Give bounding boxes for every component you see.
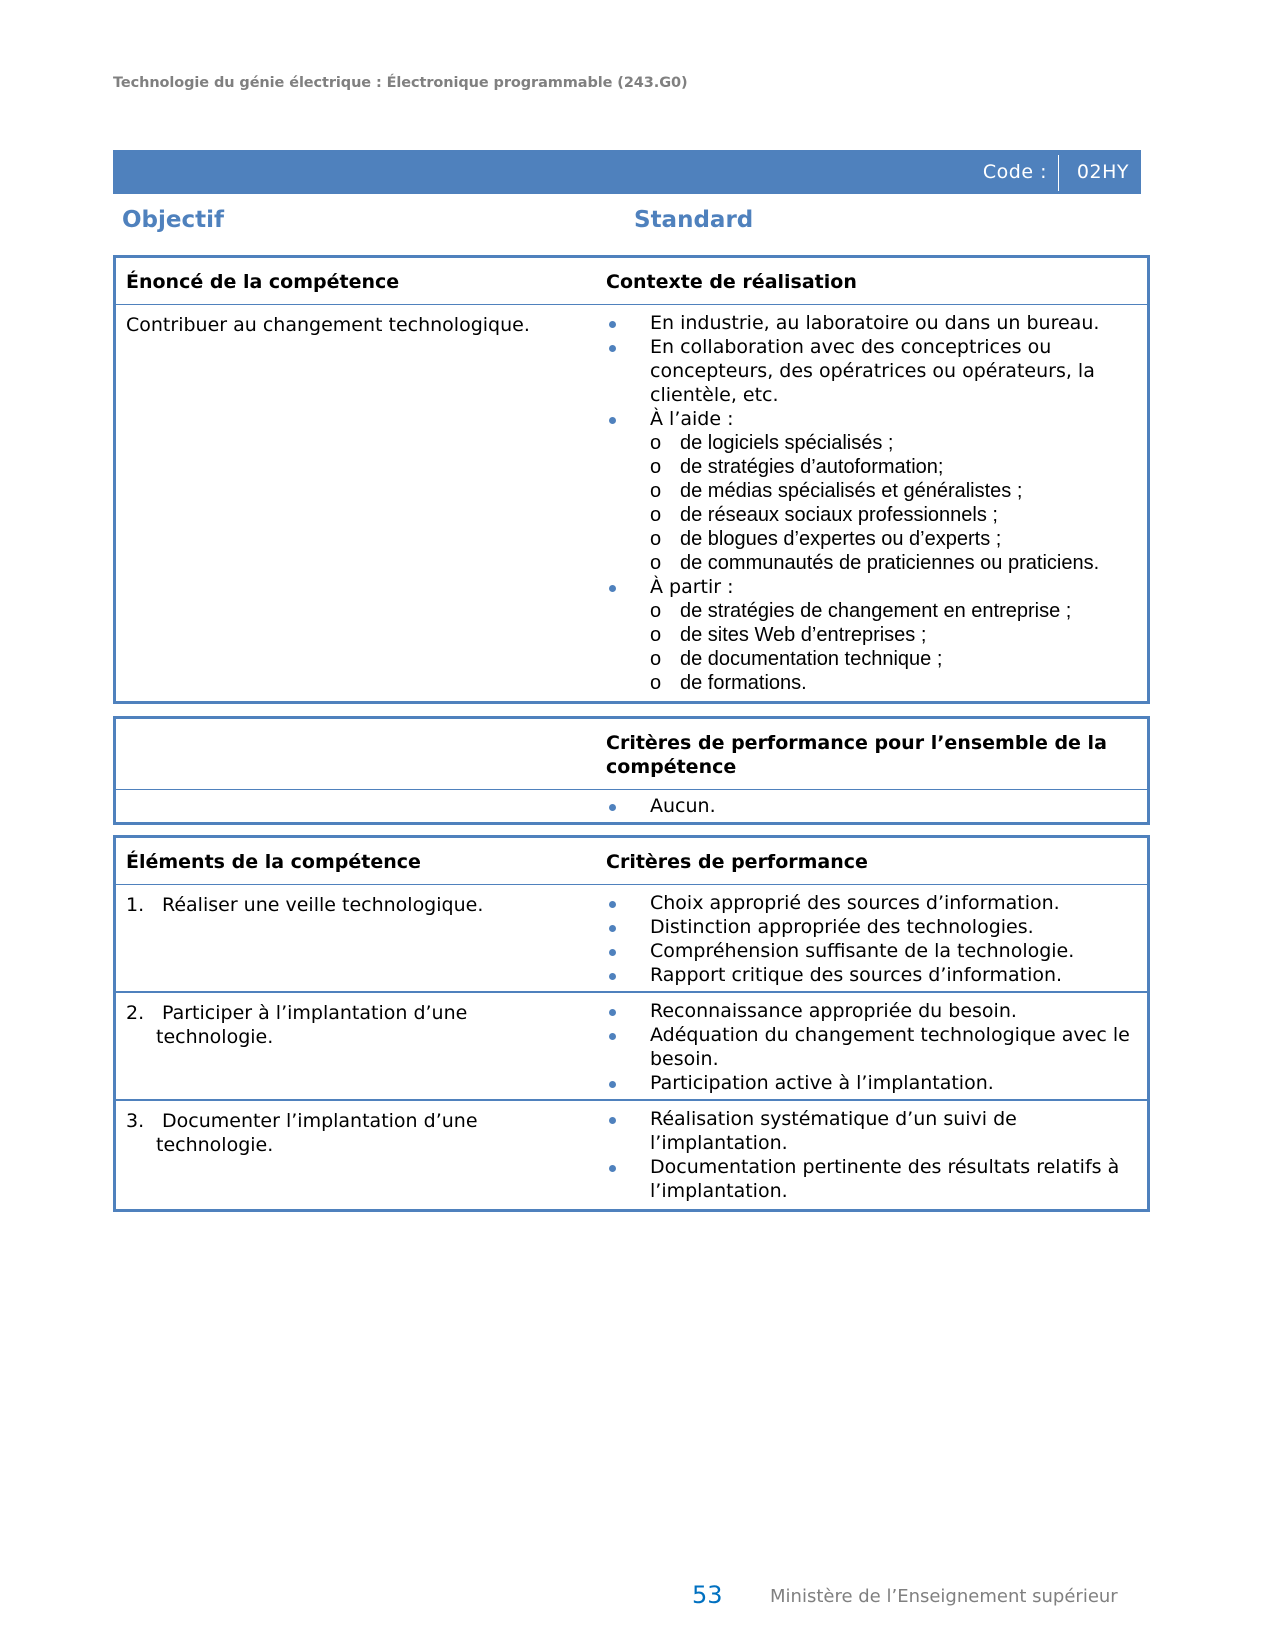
- page-number: 53: [692, 1581, 723, 1609]
- bullet-icon: [609, 973, 616, 980]
- header-elements: Éléments de la compétence: [115, 837, 597, 885]
- table-row: [115, 1100, 1149, 1211]
- circle-bullet-icon: o: [650, 528, 662, 550]
- bullet-icon: [609, 925, 616, 932]
- bullet-icon: [609, 949, 616, 956]
- circle-bullet-icon: o: [650, 480, 662, 502]
- sub-list-item: o de blogues d’expertes ou d’experts ;: [650, 528, 1002, 550]
- sub-list-item: o de stratégies de changement en entreprise ;: [650, 600, 1072, 622]
- list-item: À l’aide : o de logiciels spécialisés ; o de stratégies d’autoformation; o de médias spécialisés et généralistes ; o de réseaux sociaux professionnels ; o de blogues d’expertes ou d’experts ; o de communautés de praticiennes ou praticiens.: [606, 407, 1139, 575]
- running-header: Technologie du génie électrique : Électronique programmable (243.G0): [113, 75, 688, 91]
- sub-list-item: o de communautés de praticiennes ou praticiens.: [650, 552, 1100, 574]
- bullet-icon: [609, 804, 616, 811]
- list-item: Compréhension suffisante de la technologie.: [606, 939, 1139, 963]
- elements-criteria-table: [113, 835, 1150, 1212]
- circle-bullet-icon: o: [650, 672, 662, 694]
- list-item: Choix approprié des sources d’information.: [606, 891, 1139, 915]
- bullet-icon: [609, 345, 616, 352]
- section-title-objectif: Objectif: [122, 207, 225, 233]
- global-criteria-table: [113, 716, 1150, 825]
- list-item: Reconnaissance appropriée du besoin.: [606, 999, 1139, 1023]
- sub-list-item: o de formations.: [650, 672, 807, 694]
- code-value: 02HY: [1076, 161, 1129, 183]
- bullet-icon: [609, 1165, 616, 1172]
- footer-ministry: Ministère de l’Enseignement supérieur: [770, 1586, 1118, 1607]
- global-criteria-list: [606, 794, 1139, 818]
- competence-statement: Contribuer au changement technologique.: [126, 314, 530, 336]
- table-row: [115, 992, 1149, 1100]
- bullet-icon: [609, 1081, 616, 1088]
- bullet-icon: [609, 1009, 616, 1016]
- element-cell: 2. Participer à l’implantation d’une technologie.: [115, 992, 597, 1100]
- sub-list-item: o de stratégies d’autoformation;: [650, 456, 944, 478]
- circle-bullet-icon: o: [650, 504, 662, 526]
- empty-cell: [115, 790, 597, 824]
- section-title-standard: Standard: [634, 207, 754, 233]
- sub-list-item: o de sites Web d’entreprises ;: [650, 624, 927, 646]
- bullet-icon: [609, 585, 616, 592]
- bullet-icon: [609, 901, 616, 908]
- header-enonce: Énoncé de la compétence: [115, 257, 597, 305]
- code-label: Code :: [982, 161, 1047, 183]
- circle-bullet-icon: o: [650, 600, 662, 622]
- bullet-icon: [609, 321, 616, 328]
- list-item: Participation active à l’implantation.: [606, 1071, 1139, 1095]
- element-cell: 1. Réaliser une veille technologique.: [126, 894, 484, 916]
- circle-bullet-icon: o: [650, 432, 662, 454]
- element-cell: 3. Documenter l’implantation d’une technologie.: [115, 1100, 597, 1211]
- circle-bullet-icon: o: [650, 456, 662, 478]
- criteria-list: [606, 999, 1139, 1095]
- sub-list-item: o de documentation technique ;: [650, 648, 943, 670]
- criteria-list: [606, 1107, 1139, 1203]
- sub-list-item: o de logiciels spécialisés ;: [650, 432, 894, 454]
- list-item: Rapport critique des sources d’information.: [606, 963, 1139, 987]
- header-criteria: Critères de performance: [596, 837, 1149, 885]
- header-global-criteria: Critères de performance pour l’ensemble de la compétence: [596, 718, 1149, 790]
- sub-list-item: o de médias spécialisés et généralistes ;: [650, 480, 1023, 502]
- empty-header-cell: [115, 718, 597, 790]
- circle-bullet-icon: o: [650, 552, 662, 574]
- list-item: Réalisation systématique d’un suivi de l’implantation.: [606, 1107, 1139, 1155]
- code-bar: [113, 150, 1141, 194]
- list-item: À partir : o de stratégies de changement en entreprise ; o de sites Web d’entreprises ; o de documentation technique ; o de formations.: [606, 575, 1139, 695]
- bullet-icon: [609, 417, 616, 424]
- competence-statement-table: [113, 255, 1150, 704]
- list-item: En industrie, au laboratoire ou dans un bureau.: [606, 311, 1139, 335]
- code-separator: [1058, 155, 1059, 191]
- circle-bullet-icon: o: [650, 648, 662, 670]
- header-contexte: Contexte de réalisation: [596, 257, 1149, 305]
- list-item: Distinction appropriée des technologies.: [606, 915, 1139, 939]
- circle-bullet-icon: o: [650, 624, 662, 646]
- list-item: Documentation pertinente des résultats relatifs à l’implantation.: [606, 1155, 1139, 1203]
- list-item: Aucun.: [606, 794, 1139, 818]
- context-list: [606, 311, 1139, 695]
- list-item: Adéquation du changement technologique avec le besoin.: [606, 1023, 1139, 1071]
- sub-list-item: o de réseaux sociaux professionnels ;: [650, 504, 998, 526]
- table-row: [115, 885, 1149, 993]
- bullet-icon: [609, 1117, 616, 1124]
- list-item: En collaboration avec des conceptrices ou concepteurs, des opératrices ou opérateurs, la clientèle, etc.: [606, 335, 1139, 407]
- criteria-list: [606, 891, 1139, 987]
- bullet-icon: [609, 1033, 616, 1040]
